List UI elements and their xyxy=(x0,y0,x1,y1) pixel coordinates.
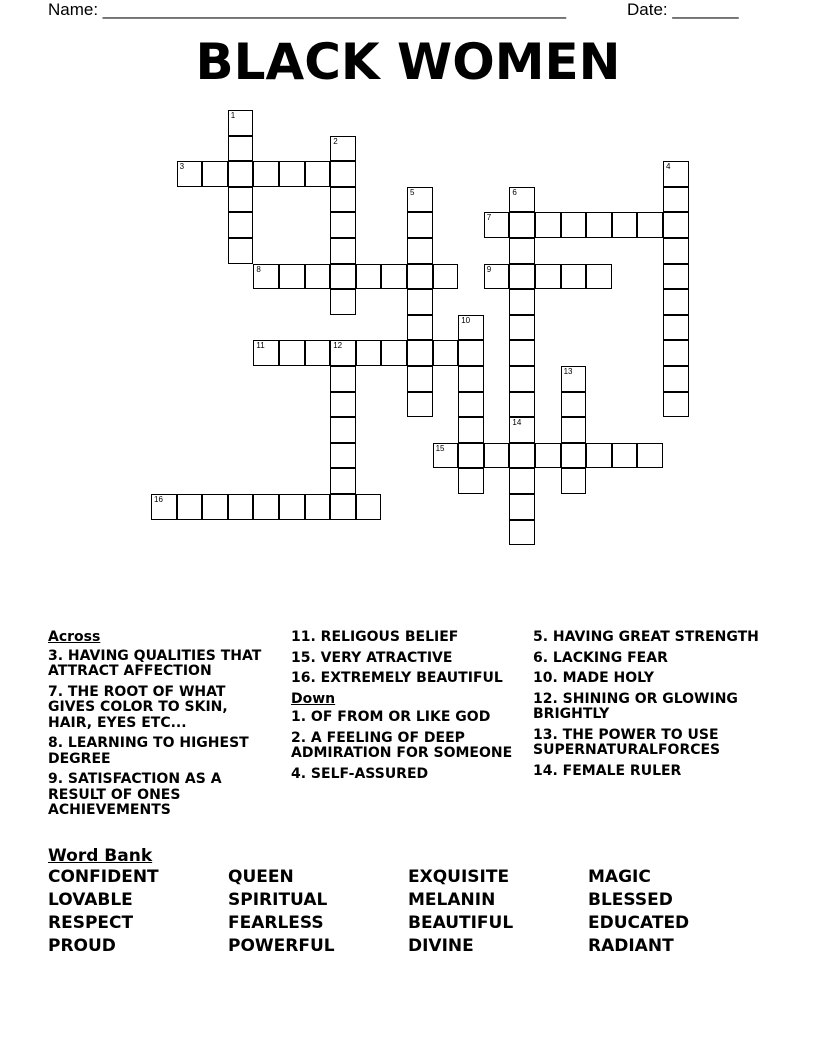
crossword-cell[interactable] xyxy=(535,212,561,238)
crossword-cell[interactable] xyxy=(305,264,331,290)
crossword-cell[interactable] xyxy=(509,340,535,366)
clue-number: 1 xyxy=(230,111,236,120)
crossword-cell[interactable] xyxy=(561,417,587,443)
crossword-cell[interactable] xyxy=(663,392,689,418)
crossword-cell[interactable] xyxy=(509,443,535,469)
crossword-cell[interactable] xyxy=(279,264,305,290)
clues-column-1 xyxy=(48,630,273,824)
clue-across-16: 16. EXTREMELY BEAUTIFUL xyxy=(291,670,503,686)
crossword-cell[interactable] xyxy=(663,187,689,213)
clue-across-9: 9. SATISFACTION AS A RESULT OF ONES ACHIEVEMENTS xyxy=(48,771,222,818)
crossword-cell[interactable] xyxy=(663,315,689,341)
clue-down-13: 13. THE POWER TO USE SUPERNATURALFORCES xyxy=(533,726,721,758)
crossword-cell[interactable] xyxy=(458,443,484,469)
crossword-cell[interactable] xyxy=(561,392,587,418)
clue-across-15: 15. VERY ATRACTIVE xyxy=(291,649,453,666)
word-bank-item: LOVABLE xyxy=(48,890,133,910)
crossword-cell[interactable] xyxy=(433,443,459,469)
crossword-cell[interactable] xyxy=(407,264,433,290)
crossword-cell[interactable] xyxy=(228,136,254,162)
crossword-cell[interactable] xyxy=(228,212,254,238)
crossword-cell[interactable] xyxy=(151,494,177,520)
crossword-cell[interactable] xyxy=(509,392,535,418)
crossword-cell[interactable] xyxy=(663,340,689,366)
name-field: Name: _________________________________________________ xyxy=(48,0,567,19)
clues-column-2 xyxy=(291,630,516,787)
clue-across-7: 7. THE ROOT OF WHAT GIVES COLOR TO SKIN, HAIR, EYES ETC... xyxy=(48,683,228,731)
word-bank-item: PROUD xyxy=(48,936,116,956)
crossword-cell[interactable] xyxy=(509,417,535,443)
clue-number: 6 xyxy=(512,187,517,197)
crossword-cell[interactable] xyxy=(612,212,638,238)
crossword-cell[interactable] xyxy=(330,494,356,520)
date-field: Date: _______ xyxy=(627,0,739,19)
crossword-cell[interactable] xyxy=(330,366,356,392)
crossword-cell[interactable] xyxy=(663,212,689,238)
crossword-cell[interactable] xyxy=(509,187,535,213)
crossword-cell[interactable] xyxy=(330,289,356,315)
crossword-cell[interactable] xyxy=(458,340,484,366)
crossword-cell[interactable] xyxy=(407,392,433,418)
crossword-cell[interactable] xyxy=(279,494,305,520)
clue-number: 15 xyxy=(435,443,445,453)
crossword-cell[interactable] xyxy=(663,238,689,264)
crossword-cell[interactable] xyxy=(305,161,331,187)
clue-down-10: 10. MADE HOLY xyxy=(533,670,654,686)
word-bank-item: QUEEN xyxy=(228,867,294,887)
crossword-cell[interactable] xyxy=(356,264,382,290)
crossword-cell[interactable] xyxy=(535,264,561,290)
crossword-cell[interactable] xyxy=(458,417,484,443)
crossword-cell[interactable] xyxy=(509,212,535,238)
clue-number: 9 xyxy=(486,264,492,274)
crossword-cell[interactable] xyxy=(330,264,356,290)
crossword-cell[interactable] xyxy=(330,443,356,469)
crossword-cell[interactable] xyxy=(228,494,254,520)
crossword-cell[interactable] xyxy=(253,161,279,187)
crossword-cell[interactable] xyxy=(407,289,433,315)
crossword-cell[interactable] xyxy=(330,392,356,418)
crossword-cell[interactable] xyxy=(458,366,484,392)
clue-down-4: 4. SELF-ASSURED xyxy=(291,765,429,782)
clue-number: 7 xyxy=(486,213,492,223)
crossword-cell[interactable] xyxy=(433,340,459,366)
crossword-cell[interactable] xyxy=(663,161,689,187)
crossword-cell[interactable] xyxy=(484,212,510,238)
crossword-cell[interactable] xyxy=(637,212,663,238)
clue-down-1: 1. OF FROM OR LIKE GOD xyxy=(291,709,491,725)
clue-across-8: 8. LEARNING TO HIGHEST DEGREE xyxy=(48,735,249,767)
down-heading: Down xyxy=(291,690,336,707)
crossword-cell[interactable] xyxy=(253,264,279,290)
word-bank-item: RESPECT xyxy=(48,913,134,933)
page-title: BLACK WOMEN xyxy=(195,33,621,91)
crossword-cell[interactable] xyxy=(330,161,356,187)
crossword-cell[interactable] xyxy=(561,212,587,238)
crossword-cell[interactable] xyxy=(663,366,689,392)
word-bank-item: FEARLESS xyxy=(228,913,324,933)
crossword-cell[interactable] xyxy=(305,494,331,520)
crossword-cell[interactable] xyxy=(484,443,510,469)
crossword-cell[interactable] xyxy=(561,443,587,469)
word-bank-item: RADIANT xyxy=(588,936,674,956)
word-bank-item: SPIRITUAL xyxy=(228,890,328,910)
crossword-cell[interactable] xyxy=(330,340,356,366)
crossword-cell[interactable] xyxy=(586,443,612,469)
crossword-cell[interactable] xyxy=(561,366,587,392)
crossword-cell[interactable] xyxy=(330,212,356,238)
crossword-cell[interactable] xyxy=(407,187,433,213)
crossword-cell[interactable] xyxy=(663,289,689,315)
clue-across-3: 3. HAVING QUALITIES THAT ATTRACT AFFECTION xyxy=(48,647,262,679)
crossword-cell[interactable] xyxy=(228,238,254,264)
crossword-cell[interactable] xyxy=(458,315,484,341)
clue-down-12: 12. SHINING OR GLOWING BRIGHTLY xyxy=(533,690,738,722)
crossword-cell[interactable] xyxy=(458,468,484,494)
crossword-cell[interactable] xyxy=(612,443,638,469)
crossword-cell[interactable] xyxy=(407,315,433,341)
crossword-cell[interactable] xyxy=(509,315,535,341)
crossword-cell[interactable] xyxy=(305,340,331,366)
crossword-cell[interactable] xyxy=(509,264,535,290)
crossword-cell[interactable] xyxy=(228,187,254,213)
clue-down-2: 2. A FEELING OF DEEP ADMIRATION FOR SOMEONE xyxy=(291,729,513,761)
clue-across-11: 11. RELIGOUS BELIEF xyxy=(291,629,459,645)
word-bank xyxy=(48,868,768,956)
crossword-cell[interactable] xyxy=(202,494,228,520)
crossword-cell[interactable] xyxy=(381,340,407,366)
clue-down-14: 14. FEMALE RULER xyxy=(533,762,682,779)
word-bank-heading: Word Bank xyxy=(48,846,153,866)
crossword-cell[interactable] xyxy=(535,443,561,469)
crossword-cell[interactable] xyxy=(202,161,228,187)
word-bank-item: DIVINE xyxy=(408,936,474,956)
crossword-cell[interactable] xyxy=(253,494,279,520)
crossword-cell[interactable] xyxy=(484,264,510,290)
crossword-cell[interactable] xyxy=(228,110,254,136)
crossword-cell[interactable] xyxy=(509,520,535,546)
crossword-cell[interactable] xyxy=(561,264,587,290)
crossword-cell[interactable] xyxy=(509,494,535,520)
crossword-cell[interactable] xyxy=(407,340,433,366)
word-bank-item: EDUCATED xyxy=(588,913,690,933)
clue-number: 2 xyxy=(333,136,338,146)
crossword-cell[interactable] xyxy=(330,468,356,494)
crossword-cell[interactable] xyxy=(330,238,356,264)
crossword-cell[interactable] xyxy=(330,187,356,213)
across-heading: Across xyxy=(48,629,101,645)
clue-number: 8 xyxy=(256,264,261,274)
crossword-cell[interactable] xyxy=(637,443,663,469)
clue-number: 11 xyxy=(256,341,265,351)
crossword-cell[interactable] xyxy=(381,264,407,290)
crossword-cell[interactable] xyxy=(433,264,459,290)
crossword-cell[interactable] xyxy=(177,494,203,520)
crossword-cell[interactable] xyxy=(663,264,689,290)
word-bank-item: BEAUTIFUL xyxy=(408,913,514,933)
crossword-cell[interactable] xyxy=(356,340,382,366)
clue-number: 4 xyxy=(666,162,671,172)
clue-number: 3 xyxy=(179,162,185,172)
clue-down-6: 6. LACKING FEAR xyxy=(533,649,668,666)
crossword-cell[interactable] xyxy=(458,392,484,418)
word-bank-item: EXQUISITE xyxy=(408,867,510,887)
word-bank-item: POWERFUL xyxy=(228,936,335,956)
crossword-cell[interactable] xyxy=(253,340,279,366)
crossword-cell[interactable] xyxy=(509,366,535,392)
crossword-cell[interactable] xyxy=(407,366,433,392)
crossword-cell[interactable] xyxy=(356,494,382,520)
clue-number: 10 xyxy=(461,315,471,325)
clue-down-5: 5. HAVING GREAT STRENGTH xyxy=(533,629,759,645)
crossword-cell[interactable] xyxy=(330,417,356,443)
crossword-cell[interactable] xyxy=(177,161,203,187)
crossword-cell[interactable] xyxy=(330,136,356,162)
crossword-cell[interactable] xyxy=(509,238,535,264)
crossword-cell[interactable] xyxy=(279,340,305,366)
clue-number: 14 xyxy=(512,418,522,428)
crossword-cell[interactable] xyxy=(279,161,305,187)
word-bank-item: MELANIN xyxy=(408,890,496,910)
crossword-cell[interactable] xyxy=(509,468,535,494)
word-bank-item: MAGIC xyxy=(588,867,651,887)
crossword-cell[interactable] xyxy=(407,212,433,238)
word-bank-item: BLESSED xyxy=(588,890,673,910)
clue-number: 16 xyxy=(154,495,163,504)
crossword-cell[interactable] xyxy=(561,468,587,494)
clue-number: 13 xyxy=(563,367,573,376)
crossword-cell[interactable] xyxy=(228,161,254,187)
clue-number: 12 xyxy=(333,341,343,351)
crossword-cell[interactable] xyxy=(586,212,612,238)
clue-number: 5 xyxy=(410,187,415,197)
crossword-cell[interactable] xyxy=(586,264,612,290)
crossword-cell[interactable] xyxy=(509,289,535,315)
word-bank-item: CONFIDENT xyxy=(48,867,159,887)
crossword-cell[interactable] xyxy=(407,238,433,264)
clues-column-3 xyxy=(533,630,783,784)
